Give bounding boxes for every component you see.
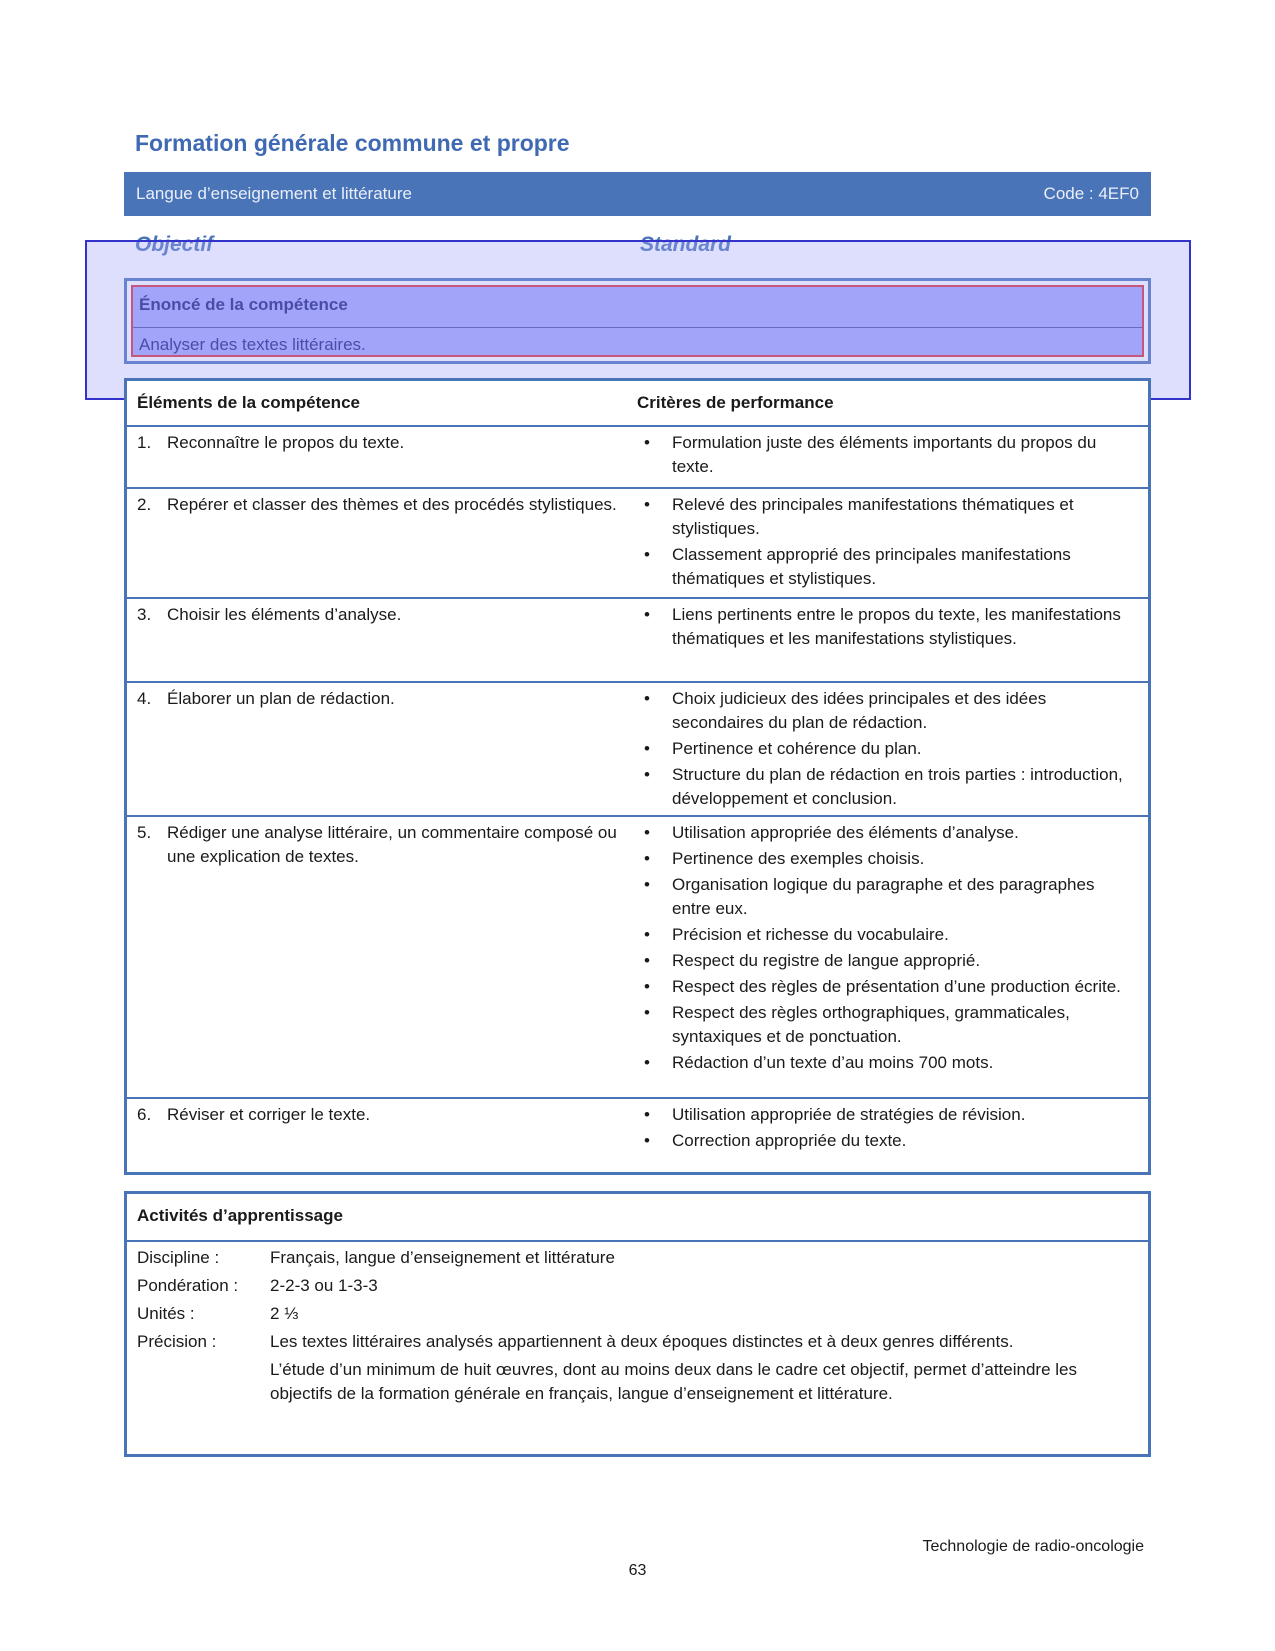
course-name: Langue d’enseignement et littérature xyxy=(136,184,412,203)
page-number: 63 xyxy=(628,1562,647,1579)
col-elements-header: Éléments de la compétence xyxy=(137,393,360,412)
competence-table xyxy=(124,378,1151,1175)
element-text: Reconnaître le propos du texte. xyxy=(167,433,405,452)
table-row xyxy=(127,681,1148,817)
criterion: • Choix judicieux des idées principales et des idées secondaires du plan de rédaction. xyxy=(642,687,1132,735)
standard-heading: Standard xyxy=(640,233,732,256)
table-header-row xyxy=(127,381,1148,427)
element-number: 6. xyxy=(137,1105,152,1124)
activities-title: Activités d’apprentissage xyxy=(137,1206,343,1225)
ponderation-label: Pondération : xyxy=(137,1276,239,1295)
discipline-value: Français, langue d’enseignement et littérature xyxy=(270,1248,615,1267)
element-number: 3. xyxy=(137,605,152,624)
precision-label: Précision : xyxy=(137,1332,217,1351)
table-row xyxy=(127,597,1148,683)
table-row xyxy=(127,425,1148,489)
element-number: 5. xyxy=(137,823,152,842)
criterion: • Liens pertinents entre le propos du texte, les manifestations thématiques et les manifestations stylistiques. xyxy=(642,603,1132,651)
enonce-text: Analyser des textes littéraires. xyxy=(139,335,366,354)
course-code: Code : 4EF0 xyxy=(1043,184,1139,203)
criterion: • Précision et richesse du vocabulaire. xyxy=(642,923,1132,947)
element-text: Réviser et corriger le texte. xyxy=(167,1105,371,1124)
criterion: • Respect des règles de présentation d’une production écrite. xyxy=(642,975,1132,999)
unites-value: 2 ⅓ xyxy=(270,1304,299,1323)
criterion: • Classement approprié des principales manifestations thématiques et stylistiques. xyxy=(642,543,1132,591)
ponderation-row xyxy=(137,1274,1137,1298)
criterion: • Pertinence des exemples choisis. xyxy=(642,847,1132,871)
precision-row xyxy=(137,1330,1137,1450)
element-text: Choisir les éléments d’analyse. xyxy=(167,605,402,624)
table-row xyxy=(127,815,1148,1099)
criterion: • Rédaction d’un texte d’au moins 700 mots. xyxy=(642,1051,1132,1075)
table-row xyxy=(127,487,1148,599)
page-title: Formation générale commune et propre xyxy=(135,130,570,156)
element-text: Élaborer un plan de rédaction. xyxy=(167,689,395,708)
criterion: • Pertinence et cohérence du plan. xyxy=(642,737,1132,761)
criterion: • Formulation juste des éléments importants du propos du texte. xyxy=(642,431,1132,479)
course-bar xyxy=(124,172,1151,216)
precision-value xyxy=(270,1330,1130,1406)
unites-row xyxy=(137,1302,1137,1326)
criterion: • Relevé des principales manifestations thématiques et stylistiques. xyxy=(642,493,1132,541)
criterion: • Organisation logique du paragraphe et des paragraphes entre eux. xyxy=(642,873,1132,921)
footer-program: Technologie de radio-oncologie xyxy=(922,1538,1144,1555)
ponderation-value: 2-2-3 ou 1-3-3 xyxy=(270,1276,378,1295)
unites-label: Unités : xyxy=(137,1304,195,1323)
element-number: 4. xyxy=(137,689,152,708)
enonce-label: Énoncé de la compétence xyxy=(139,295,348,314)
criterion: • Structure du plan de rédaction en trois parties : introduction, développement et conclusion. xyxy=(642,763,1132,811)
table-row xyxy=(127,1097,1148,1172)
element-text: Repérer et classer des thèmes et des procédés stylistiques. xyxy=(167,495,617,514)
criterion: • Respect du registre de langue approprié. xyxy=(642,949,1132,973)
element-number: 1. xyxy=(137,433,152,452)
criterion: • Respect des règles orthographiques, grammaticales, syntaxiques et de ponctuation. xyxy=(642,1001,1132,1049)
col-criteria-header: Critères de performance xyxy=(637,393,834,412)
criterion: • Correction appropriée du texte. xyxy=(642,1129,1132,1153)
activities-box xyxy=(124,1191,1151,1457)
objective-heading: Objectif xyxy=(135,233,214,256)
enonce-selection[interactable] xyxy=(131,285,1144,357)
element-number: 2. xyxy=(137,495,152,514)
criterion: • Utilisation appropriée des éléments d’analyse. xyxy=(642,821,1132,845)
enonce-divider xyxy=(133,327,1142,328)
precision-paragraph: Les textes littéraires analysés appartiennent à deux époques distinctes et à deux genres différents. xyxy=(270,1332,1014,1351)
criterion: • Utilisation appropriée de stratégies de révision. xyxy=(642,1103,1132,1127)
precision-paragraph: L’étude d’un minimum de huit œuvres, dont au moins deux dans le cadre cet objectif, permet d’atteindre les objectifs de la formation générale en français, langue d’enseignement et littérature. xyxy=(270,1360,1077,1403)
enonce-box xyxy=(124,278,1151,364)
activities-divider xyxy=(127,1240,1148,1242)
discipline-label: Discipline : xyxy=(137,1248,220,1267)
element-text: Rédiger une analyse littéraire, un commentaire composé ou une explication de textes. xyxy=(167,823,617,866)
discipline-row xyxy=(137,1246,1137,1270)
